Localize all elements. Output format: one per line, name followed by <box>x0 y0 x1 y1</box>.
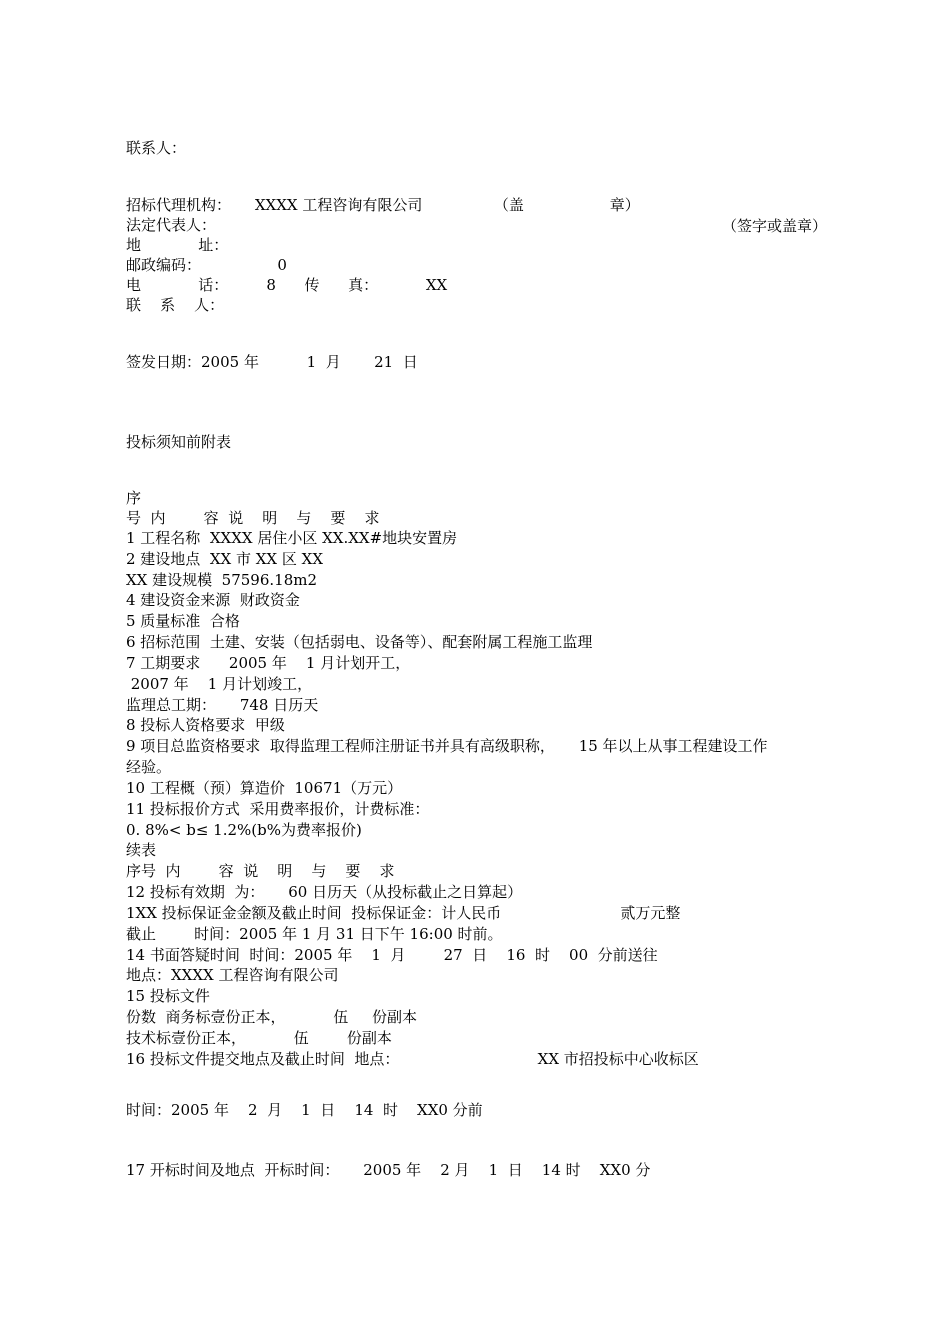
table-row: 截止 时间：2005 年 1 月 31 日下午 16:00 时前。 <box>126 925 503 943</box>
table-row: 份数 商务标壹份正本， 伍 份副本 <box>126 1008 418 1026</box>
deadline-time-line: 时间：2005 年 2 月 1 日 14 时 XX0 分前 <box>126 1101 483 1119</box>
table-row: 监理总工期： 748 日历天 <box>126 696 319 714</box>
table-header-columns: 号 内 容 说 明 与 要 求 <box>126 509 380 527</box>
table-row: 15 投标文件 <box>126 987 210 1005</box>
table-header-seq: 序 <box>126 489 142 507</box>
agency-sign-note: （签字或盖章） <box>722 217 828 235</box>
table-row: 技术标壹份正本， 伍 份副本 <box>126 1029 392 1047</box>
agency-fax-label: 传 真： <box>304 276 379 294</box>
table-row: 2007 年 1 月计划竣工， <box>126 675 313 693</box>
table-row: 0. 8%< b≤ 1.2%(b%为费率报价) <box>126 821 362 839</box>
agency-postcode-line <box>126 255 287 275</box>
table-row: 4 建设资金来源 财政资金 <box>126 591 300 609</box>
table-row: 12 投标有效期 为： 60 日历天（从投标截止之日算起） <box>126 883 523 901</box>
agency-phone-line <box>126 275 447 295</box>
agency-phone-label: 电 话： <box>126 276 229 294</box>
table-row: 11 投标报价方式 采用费率报价，计费标准： <box>126 800 430 818</box>
contact-top: 联系人： <box>126 139 187 157</box>
table-row: XX 建设规模 57596.18m2 <box>126 571 318 589</box>
table-row: 1 工程名称 XXXX 居住小区 XX.XX#地块安置房 <box>126 529 458 547</box>
section-title: 投标须知前附表 <box>126 433 232 451</box>
agency-legal-rep-line <box>126 215 216 235</box>
table-row: 16 投标文件提交地点及截止时间 地点： XX 市招投标中心收标区 <box>126 1050 699 1068</box>
agency-postcode-label: 邮政编码： <box>126 256 202 274</box>
agency-org-label: 招标代理机构： <box>126 196 232 214</box>
table-row: 14 书面答疑时间 时间：2005 年 1 月 27 日 16 时 00 分前送往 <box>126 946 658 964</box>
table-row: 1XX 投标保证金金额及截止时间 投标保证金：计人民币 贰万元整 <box>126 904 681 922</box>
table-row: 6 招标范围 土建、安装（包括弱电、设备等）、配套附属工程施工监理 <box>126 633 593 651</box>
issue-date: 签发日期：2005 年 1 月 21 日 <box>126 353 418 371</box>
table-row: 9 项目总监资格要求 取得监理工程师注册证书并具有高级职称， 15 年以上从事工程建设工作 <box>126 737 768 755</box>
agency-org-name: XXXX 工程咨询有限公司 <box>254 196 423 214</box>
table-row: 经验。 <box>126 758 172 776</box>
table-row: 5 质量标准 合格 <box>126 612 240 630</box>
agency-fax-value: XX <box>425 276 448 294</box>
agency-phone-value: 8 <box>266 276 276 294</box>
table-row: 2 建设地点 XX 市 XX 区 XX <box>126 550 323 568</box>
table-row: 10 工程概（预）算造价 10671（万元） <box>126 779 403 797</box>
bid-opening-line: 17 开标时间及地点 开标时间： 2005 年 2 月 1 日 14 时 XX0 分 <box>126 1161 651 1179</box>
table-row: 地点：XXXX 工程咨询有限公司 <box>126 966 339 984</box>
agency-contact-line: 联 系 人： <box>126 296 225 314</box>
table-row: 续表 <box>126 841 157 859</box>
agency-legal-rep-label: 法定代表人： <box>126 216 217 234</box>
table-row: 8 投标人资格要求 甲级 <box>126 716 285 734</box>
table-row: 7 工期要求 2005 年 1 月计划开工， <box>126 654 411 672</box>
agency-address-line: 地 址： <box>126 236 229 254</box>
agency-postcode-value: 0 <box>277 256 287 274</box>
table-row: 序号 内 容 说 明 与 要 求 <box>126 862 395 880</box>
agency-seal-note: （盖 章） <box>493 196 640 214</box>
agency-org-line <box>126 195 640 215</box>
